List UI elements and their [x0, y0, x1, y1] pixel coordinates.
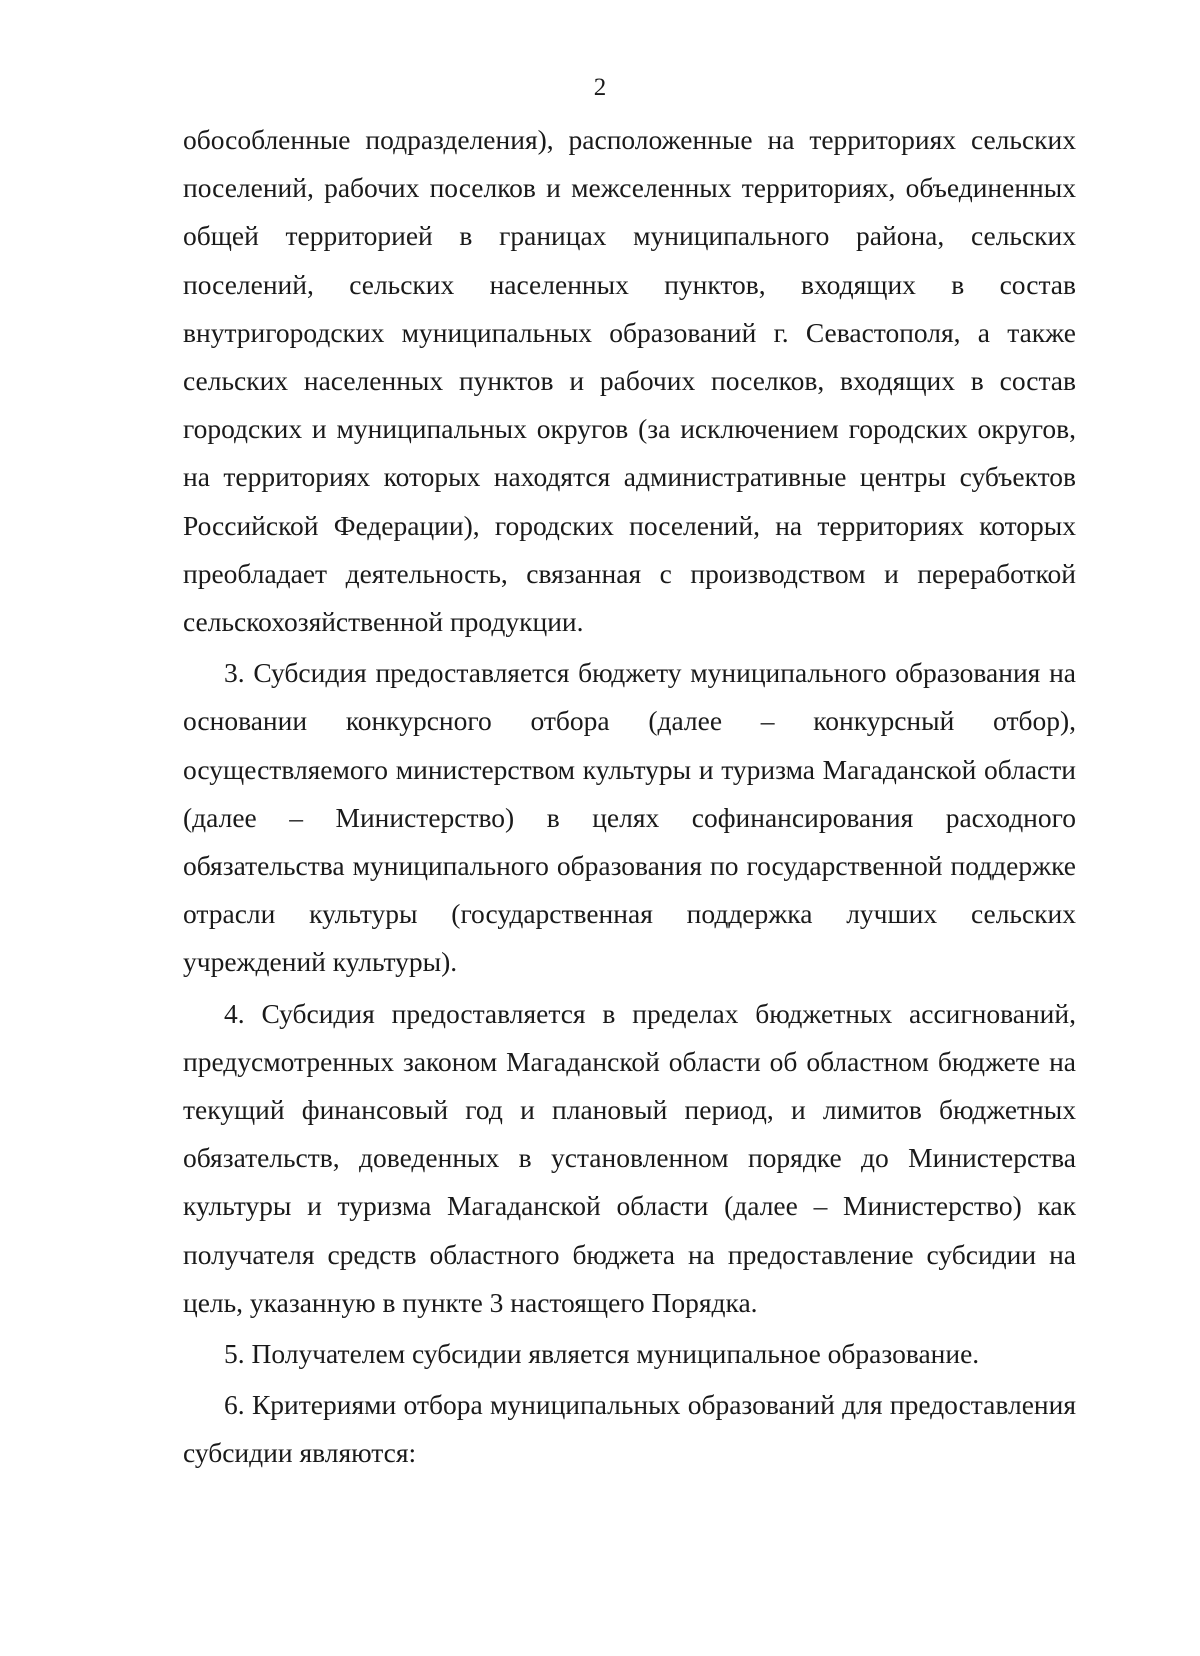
paragraph-6: 6. Критериями отбора муниципальных образований для предоставления субсидии являются:: [183, 1389, 1076, 1469]
paragraph-3: 3. Субсидия предоставляется бюджету муниципального образования на основании конкурсного отбора (далее – конкурсный отбор), осуществляемого министерством культуры и туризма Магаданской области (далее – Министерство) в целях софинансирования расходного обязательства муниципального образования по государственной поддержке отрасли культуры (государственная поддержка лучших сельских учреждений культуры).: [183, 657, 1076, 978]
page-number: 2: [593, 74, 607, 101]
paragraph-2-continuation: обособленные подразделения), расположенные на территориях сельских поселений, рабочих поселков и межселенных территориях, объединенных общей территорией в границах муниципального района, сельских поселений, сельских населенных пунктов, входящих в состав внутригородских муниципальных образований г. Севастополя, а также сельских населенных пунктов и рабочих поселков, входящих в состав городских и муниципальных округов (за исключением городских округов, на территориях которых находятся административные центры субъектов Российской Федерации), городских поселений, на территориях которых преобладает деятельность, связанная с производством и переработкой сельскохозяйственной продукции.: [183, 124, 1076, 638]
document-body: [183, 116, 1076, 1478]
paragraph-4: 4. Субсидия предоставляется в пределах бюджетных ассигнований, предусмотренных законом Магаданской области об областном бюджете на текущий финансовый год и плановый период, и лимитов бюджетных обязательств, доведенных в установленном порядке до Министерства культуры и туризма Магаданской области (далее – Министерство) как получателя средств областного бюджета на предоставление субсидии на цель, указанную в пункте 3 настоящего Порядка.: [183, 997, 1076, 1318]
paragraph-5: 5. Получателем субсидии является муниципальное образование.: [224, 1338, 980, 1370]
